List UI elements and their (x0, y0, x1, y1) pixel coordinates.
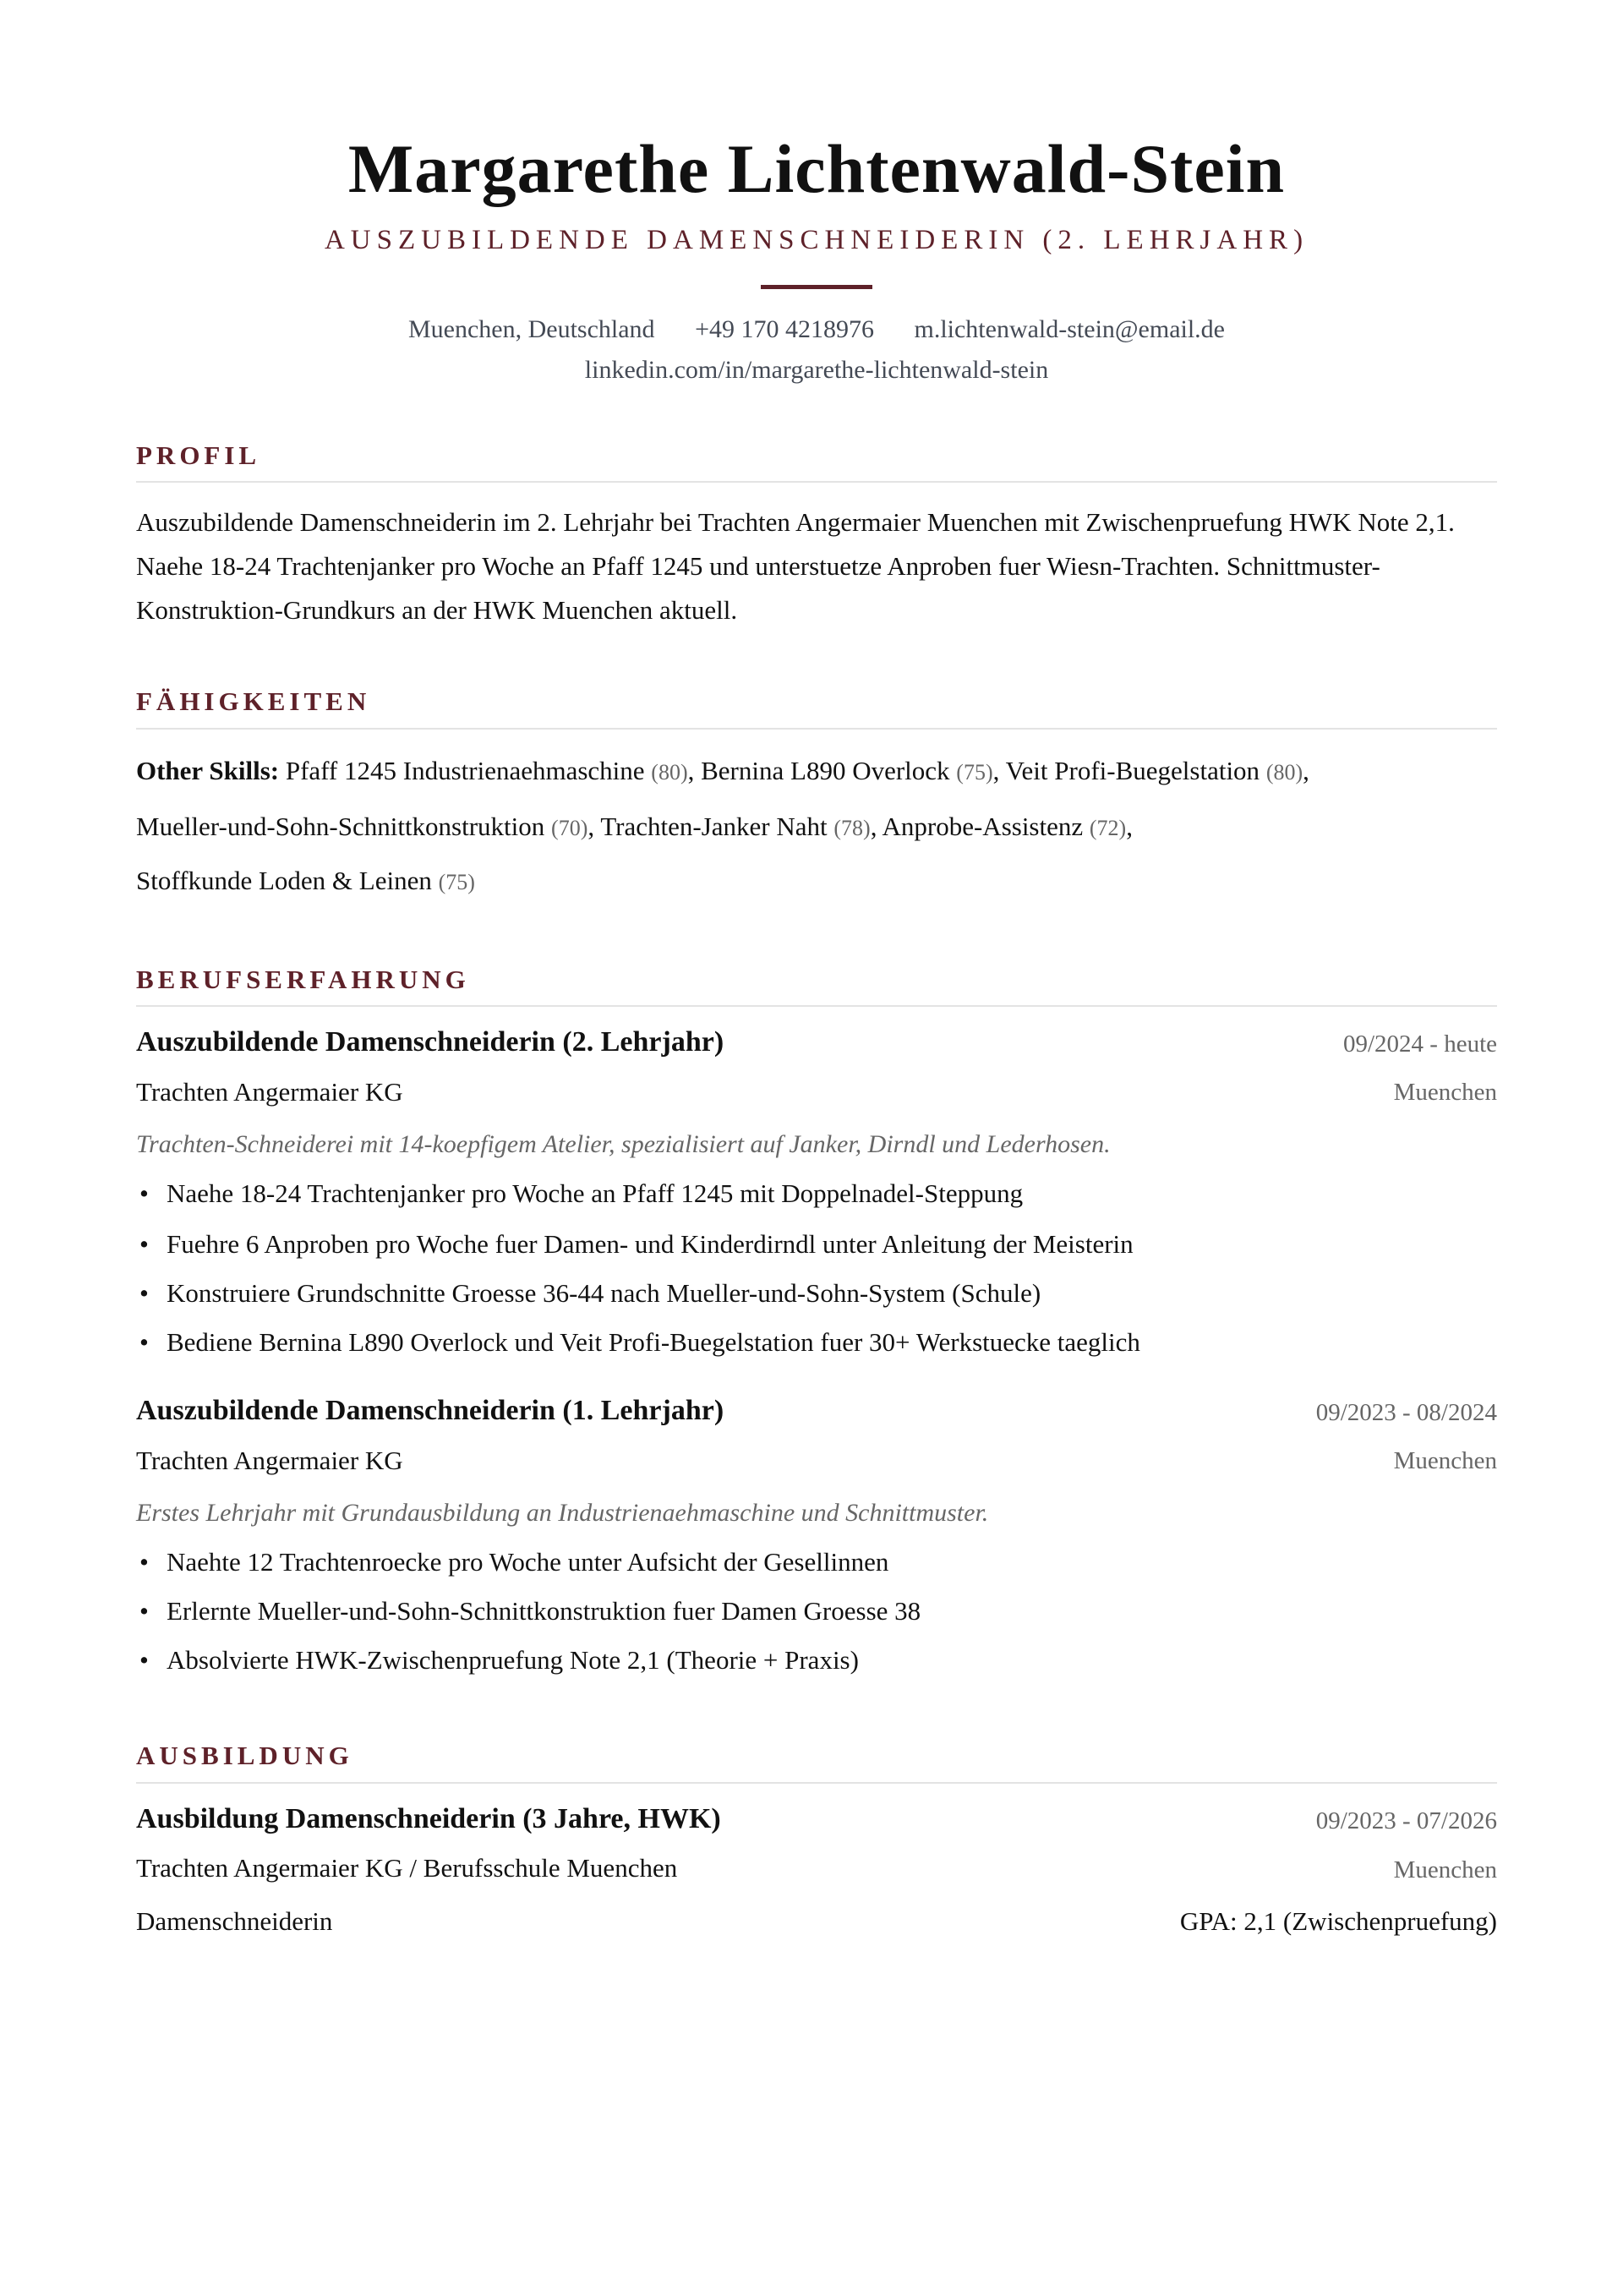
section-divider (136, 1005, 1497, 1007)
skill-name: Trachten-Janker Naht (600, 812, 828, 841)
skills-line (136, 862, 475, 901)
skill-level: (75) (956, 760, 993, 784)
section-heading-education: AUSBILDUNG (136, 1741, 353, 1770)
job-bullet: • Bediene Bernina L890 Overlock und Veit Profi-Buegelstation fuer 30+ Werkstuecke taeglich (139, 1327, 1140, 1357)
profile-text: Auszubildende Damenschneiderin im 2. Lehrjahr bei Trachten Angermaier Muenchen mit Zwischenpruefung HWK Note 2,1. Naehe 18-24 Trachtenjanker pro Woche an Pfaff 1245 und unterstuetze Anproben fuer Wiesn-Trachten. Schnittmuster-Konstruktion-Grundkurs an der HWK Muenchen aktuell. (136, 507, 1455, 625)
education-gpa: GPA: 2,1 (Zwischenpruefung) (1179, 1906, 1497, 1936)
skill-name: Bernina L890 Overlock (701, 756, 950, 785)
section-heading-experience: BERUFSERFAHRUNG (136, 965, 470, 994)
bullet-text: Naehe 18-24 Trachtenjanker pro Woche an Pfaff 1245 mit Doppelnadel-Steppung (167, 1178, 1024, 1208)
bullet-text: Erlernte Mueller-und-Sohn-Schnittkonstruktion fuer Damen Groesse 38 (167, 1596, 921, 1626)
job-subtitle: AUSZUBILDENDE DAMENSCHNEIDERIN (2. LEHRJAHR) (324, 225, 1309, 255)
contact-phone[interactable]: +49 170 4218976 (695, 315, 874, 343)
bullet-text: Konstruiere Grundschnitte Groesse 36-44 nach Mueller-und-Sohn-System (Schule) (167, 1278, 1041, 1308)
skill-name: Pfaff 1245 Industrienaehmaschine (285, 756, 645, 785)
job-description: Erstes Lehrjahr mit Grundausbildung an Industrienaehmaschine und Schnittmuster. (136, 1499, 989, 1527)
job-bullet: • Absolvierte HWK-Zwischenpruefung Note 2,1 (Theorie + Praxis) (139, 1645, 859, 1675)
job-dates: 09/2024 - heute (1342, 1030, 1497, 1058)
job-bullet: • Konstruiere Grundschnitte Groesse 36-44 nach Mueller-und-Sohn-System (Schule) (139, 1278, 1041, 1308)
job-company: Trachten Angermaier KG (136, 1077, 403, 1107)
skill-level: (78) (833, 816, 871, 840)
job-bullet: • Fuehre 6 Anproben pro Woche fuer Damen- und Kinderdirndl unter Anleitung der Meisterin (139, 1229, 1134, 1259)
education-dates: 09/2023 - 07/2026 (1315, 1807, 1497, 1834)
job-bullet: • Naehe 18-24 Trachtenjanker pro Woche an Pfaff 1245 mit Doppelnadel-Steppung (139, 1178, 1024, 1208)
skills-line: Mueller-und-Sohn-Schnittkonstruktion (70), Trachten-Janker Naht (78), Anprobe-Assistenz (72), (136, 812, 1133, 841)
job-bullet: • Naehte 12 Trachtenroecke pro Woche unter Aufsicht der Gesellinnen (139, 1547, 889, 1577)
section-heading-profile: PROFIL (136, 440, 261, 470)
header-accent-rule (761, 285, 872, 289)
job-dates: 09/2023 - 08/2024 (1315, 1399, 1497, 1426)
skill-name: Veit Profi-Buegelstation (1005, 756, 1260, 785)
education-location: Muenchen (1393, 1856, 1497, 1883)
job-bullet: • Erlernte Mueller-und-Sohn-Schnittkonstruktion fuer Damen Groesse 38 (139, 1596, 921, 1626)
job-location: Muenchen (1393, 1447, 1497, 1474)
bullet-text: Absolvierte HWK-Zwischenpruefung Note 2,1 (Theorie + Praxis) (167, 1645, 859, 1675)
skill-name: Anprobe-Assistenz (882, 812, 1084, 841)
section-heading-skills: FÄHIGKEITEN (136, 686, 371, 716)
skill-level: (80) (1265, 760, 1303, 784)
skill-level: (80) (651, 760, 688, 784)
job-title: Auszubildende Damenschneiderin (1. Lehrjahr) (136, 1395, 724, 1426)
job-company: Trachten Angermaier KG (136, 1446, 403, 1475)
section-divider (136, 1782, 1497, 1784)
job-title: Auszubildende Damenschneiderin (2. Lehrjahr) (136, 1026, 724, 1058)
bullet-text: Fuehre 6 Anproben pro Woche fuer Damen- und Kinderdirndl unter Anleitung der Meisterin (167, 1229, 1134, 1259)
skills-line: Other Skills: Pfaff 1245 Industrienaehmaschine (80), Bernina L890 Overlock (75), Veit Profi-Buegelstation (80), (136, 756, 1309, 785)
skill-level: (70) (551, 816, 588, 840)
skill-level: (72) (1089, 816, 1127, 840)
skill-name: Stoffkunde Loden & Leinen (136, 866, 432, 895)
section-divider (136, 728, 1497, 730)
skill-name: Mueller-und-Sohn-Schnittkonstruktion (136, 812, 545, 841)
contact-line (136, 311, 1497, 348)
education-title: Ausbildung Damenschneiderin (3 Jahre, HWK) (136, 1803, 721, 1834)
education-field: Damenschneiderin (136, 1906, 333, 1936)
skill-level: (75) (438, 870, 475, 894)
job-description: Trachten-Schneiderei mit 14-koepfigem Atelier, spezialisiert auf Janker, Dirndl und Lederhosen. (136, 1130, 1111, 1158)
contact-location: Muenchen, Deutschland (407, 315, 655, 343)
candidate-name: Margarethe Lichtenwald-Stein (347, 130, 1286, 207)
job-location: Muenchen (1393, 1079, 1497, 1106)
bullet-text: Bediene Bernina L890 Overlock und Veit Profi-Buegelstation fuer 30+ Werkstuecke taeglich (167, 1327, 1140, 1357)
contact-email[interactable]: m.lichtenwald-stein@email.de (914, 315, 1225, 343)
education-institution: Trachten Angermaier KG / Berufsschule Muenchen (136, 1853, 678, 1883)
section-divider (136, 481, 1497, 483)
contact-linkedin[interactable]: linkedin.com/in/margarethe-lichtenwald-stein (584, 356, 1049, 384)
bullet-text: Naehte 12 Trachtenroecke pro Woche unter Aufsicht der Gesellinnen (167, 1547, 889, 1577)
skills-label: Other Skills: (136, 756, 280, 785)
